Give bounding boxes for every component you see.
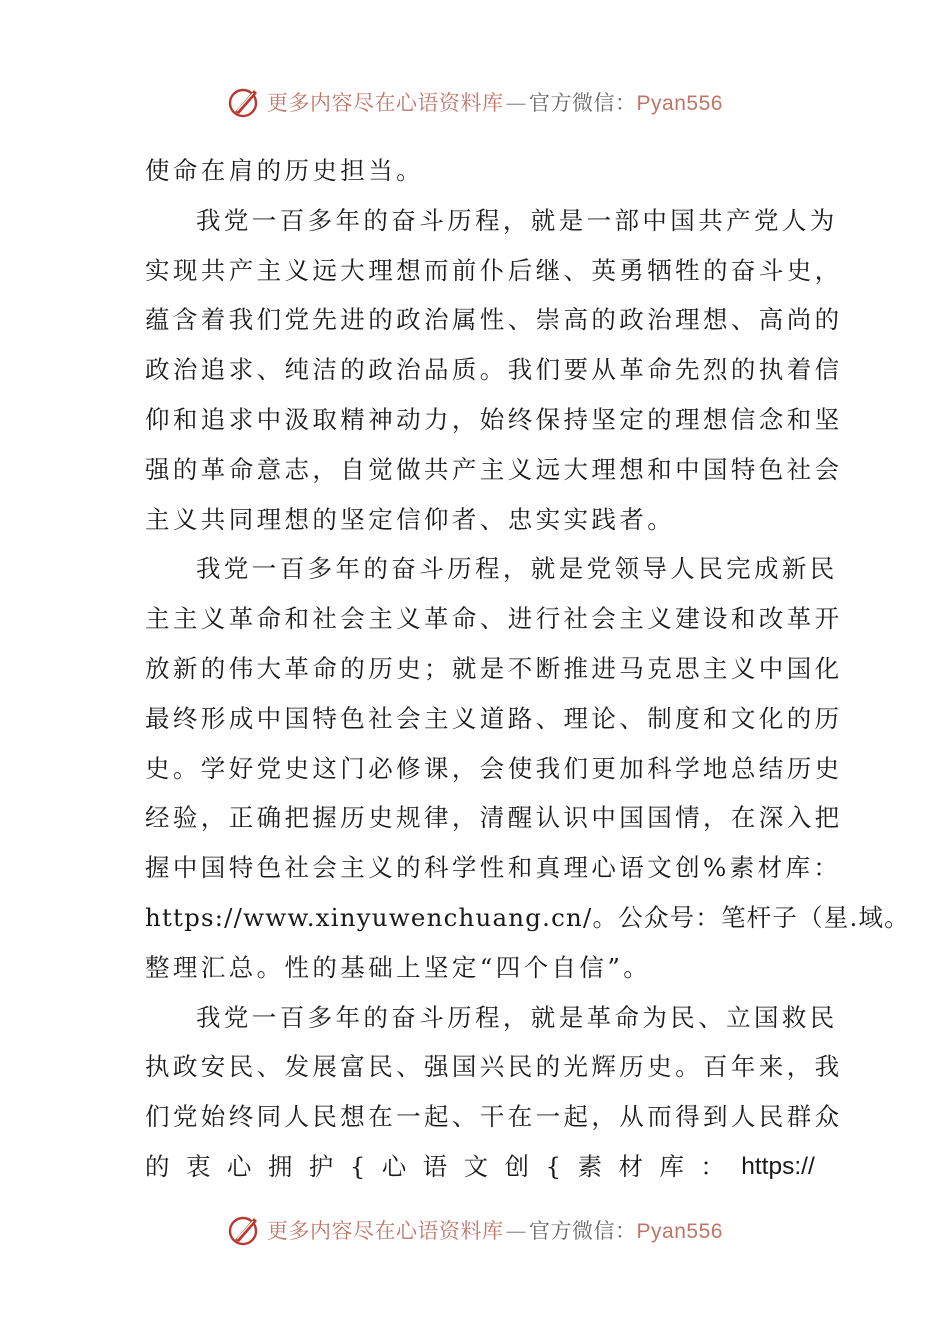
- word-token: {: [349, 1151, 366, 1181]
- paragraph-start: 我党一百多年的奋斗历程，就是革命为民、立国救民: [196, 1002, 838, 1032]
- justified-line: [145, 1142, 815, 1192]
- word-token: 文: [463, 1151, 489, 1181]
- footer-watermark: [0, 1210, 950, 1250]
- text-line: 们党始终同人民想在一起、干在一起，从而得到人民群众: [145, 1102, 843, 1132]
- word-token: 的: [145, 1151, 170, 1181]
- footer-brand-text: 更多内容尽在心语资料库—官方微信：Pyan556: [267, 1219, 723, 1243]
- url-fragment: https://: [741, 1152, 815, 1180]
- text-line: 使命在肩的历史担当。: [145, 156, 424, 185]
- text-line: 握中国特色社会主义的科学性和真理心语文创%素材库：: [145, 853, 842, 883]
- word-token: 拥: [267, 1151, 293, 1181]
- word-token: 衷: [185, 1151, 211, 1181]
- text-line: 经验，正确把握历史规律，清醒认识中国国情，在深入把: [145, 803, 843, 833]
- paragraph-start: 我党一百多年的奋斗历程，就是党领导人民完成新民: [196, 554, 838, 584]
- word-token: ：: [700, 1151, 725, 1181]
- text-line: 主主义革命和社会主义革命、进行社会主义建设和改革开: [145, 604, 843, 634]
- header-watermark: [0, 82, 950, 122]
- word-token: 护: [308, 1151, 334, 1181]
- word-token: 心: [381, 1151, 407, 1181]
- text-line: 仰和追求中汲取精神动力，始终保持坚定的理想信念和坚: [145, 404, 843, 434]
- word-token: 心: [226, 1151, 252, 1181]
- quill-logo-icon: [227, 1212, 263, 1248]
- text-line: 放新的伟大革命的历史；就是不断推进马克思主义中国化: [145, 653, 843, 683]
- url-line: https://www.xinyuwenchuang.cn/。公众号：笔杆子（星.域。: [145, 902, 910, 932]
- text-line: 执政安民、发展富民、强国兴民的光辉历史。百年来，我: [145, 1052, 843, 1082]
- word-token: 语: [422, 1151, 448, 1181]
- word-token: 库: [659, 1151, 684, 1181]
- text-line: 主义共同理想的坚定信仰者、忠实实践者。: [145, 504, 676, 534]
- text-line: 整理汇总。性的基础上坚定“四个自信”。: [145, 952, 652, 982]
- word-token: 素: [577, 1151, 602, 1181]
- header-brand-text: 更多内容尽在心语资料库—官方微信：Pyan556: [267, 91, 723, 115]
- text-line: 实现共产主义远大理想而前仆后继、英勇牺牲的奋斗史，: [145, 255, 843, 285]
- text-line: 史。学好党史这门必修课，会使我们更加科学地总结历史: [145, 753, 843, 783]
- document-body: [145, 146, 910, 1192]
- quill-logo-icon: [227, 84, 263, 120]
- paragraph-start: 我党一百多年的奋斗历程，就是一部中国共产党人为: [196, 205, 838, 235]
- text-line: 强的革命意志，自觉做共产主义远大理想和中国特色社会: [145, 454, 843, 484]
- word-token: 创: [504, 1151, 530, 1181]
- word-token: 材: [618, 1151, 643, 1181]
- text-line: 政治追求、纯洁的政治品质。我们要从革命先烈的执着信: [145, 355, 843, 385]
- text-line: 蕴含着我们党先进的政治属性、崇高的政治理想、高尚的: [145, 305, 843, 335]
- word-token: {: [545, 1151, 562, 1181]
- text-line: 最终形成中国特色社会主义道路、理论、制度和文化的历: [145, 703, 843, 733]
